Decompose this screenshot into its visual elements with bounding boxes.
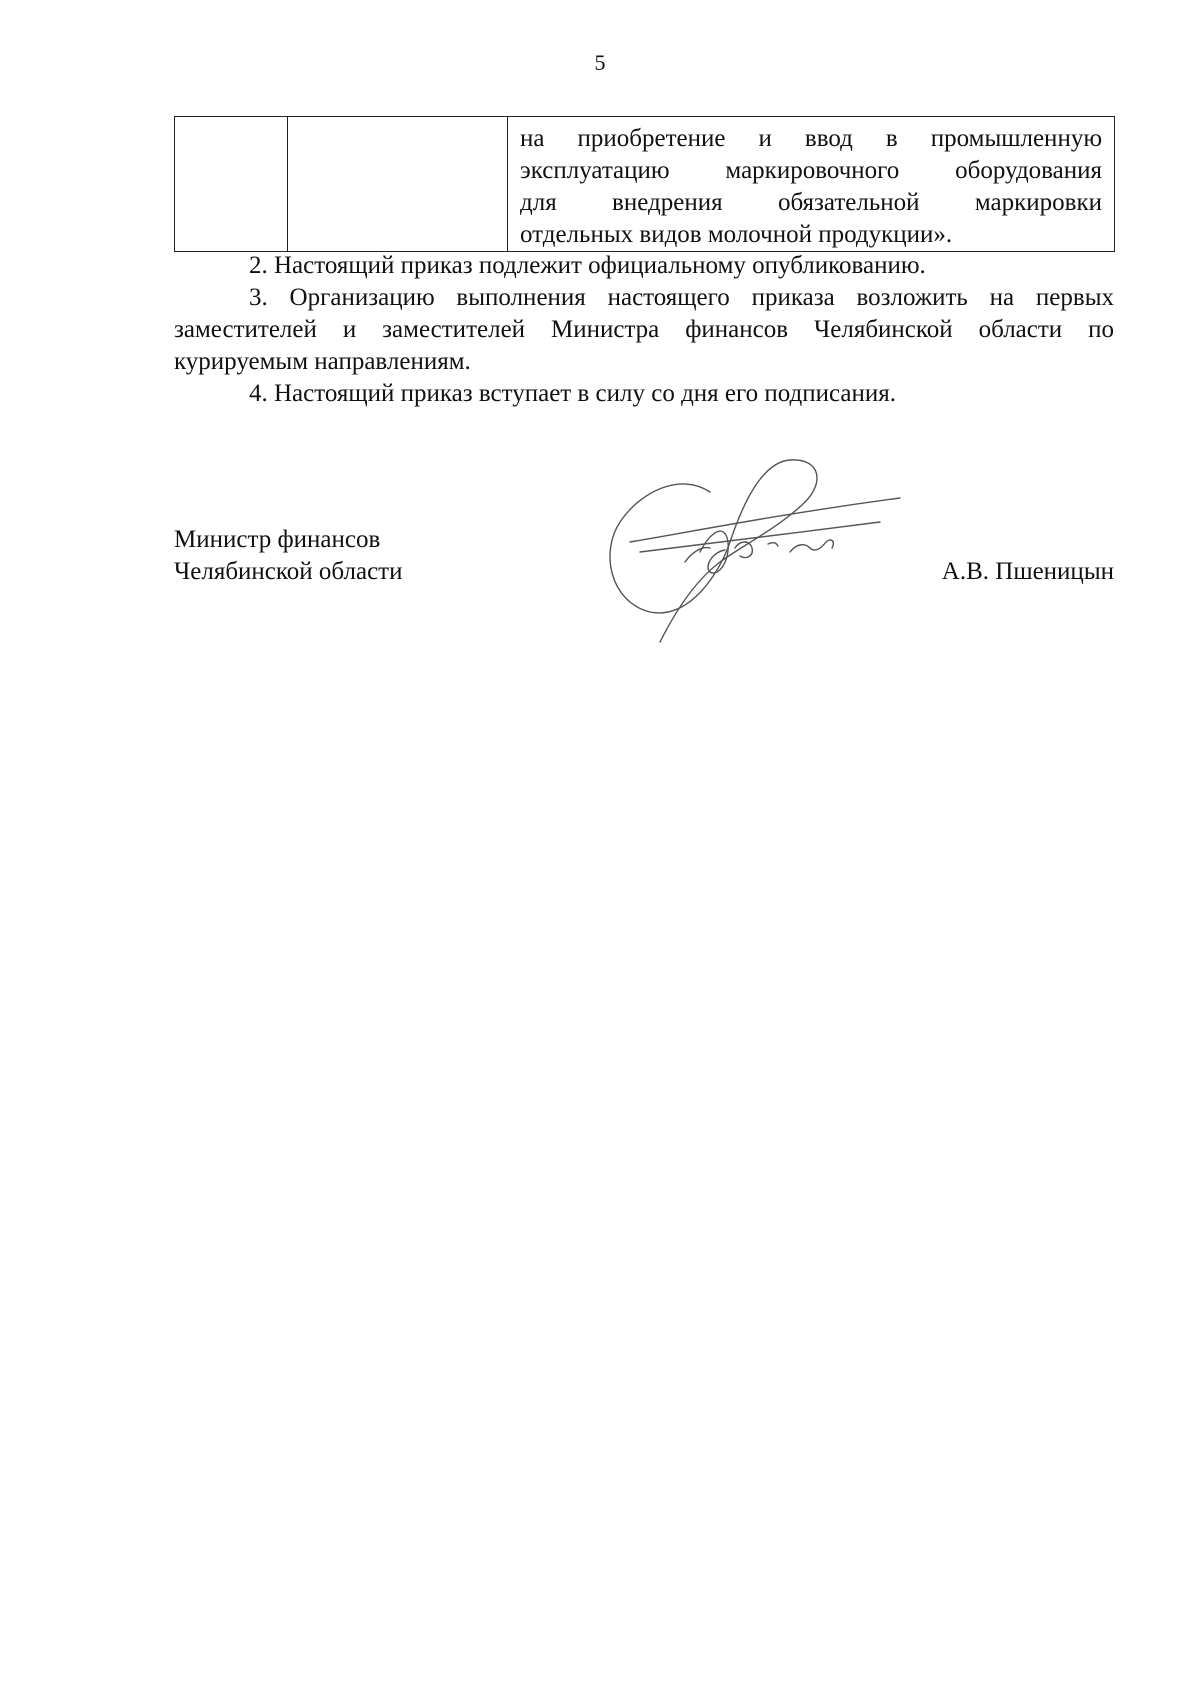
table-row bbox=[175, 117, 1115, 252]
continuation-table bbox=[174, 116, 1115, 252]
table-cell-text bbox=[508, 117, 1115, 252]
table-text-line: эксплуатацию маркировочного оборудования bbox=[520, 157, 1102, 184]
signer-title bbox=[174, 524, 402, 588]
order-body bbox=[174, 250, 1114, 410]
handwritten-signature-icon bbox=[600, 452, 920, 652]
table-text-line: для внедрения обязательной маркировки bbox=[520, 189, 1102, 216]
paragraph-effective-date: 4. Настоящий приказ вступает в силу со дня его подписания. bbox=[249, 380, 897, 407]
signer-title-line-2: Челябинской области bbox=[174, 558, 403, 585]
table-cell-empty-2 bbox=[288, 117, 508, 252]
signer-name: А.В. Пшеницын bbox=[941, 558, 1114, 585]
paragraph-publication: 2. Настоящий приказ подлежит официальному опубликованию. bbox=[249, 252, 926, 279]
page-number: 5 bbox=[594, 50, 606, 75]
table-text-line: на приобретение и ввод в промышленную bbox=[520, 125, 1102, 152]
paragraph-execution: 3. Организацию выполнения настоящего приказа возложить на первых заместителей и заместителей Министра финансов Челябинской области по курируемым направлениям. bbox=[174, 284, 1114, 375]
signer-title-line-1: Министр финансов bbox=[174, 526, 381, 553]
table-cell-empty-1 bbox=[175, 117, 288, 252]
table-text-line: отдельных видов молочной продукции». bbox=[520, 221, 953, 248]
